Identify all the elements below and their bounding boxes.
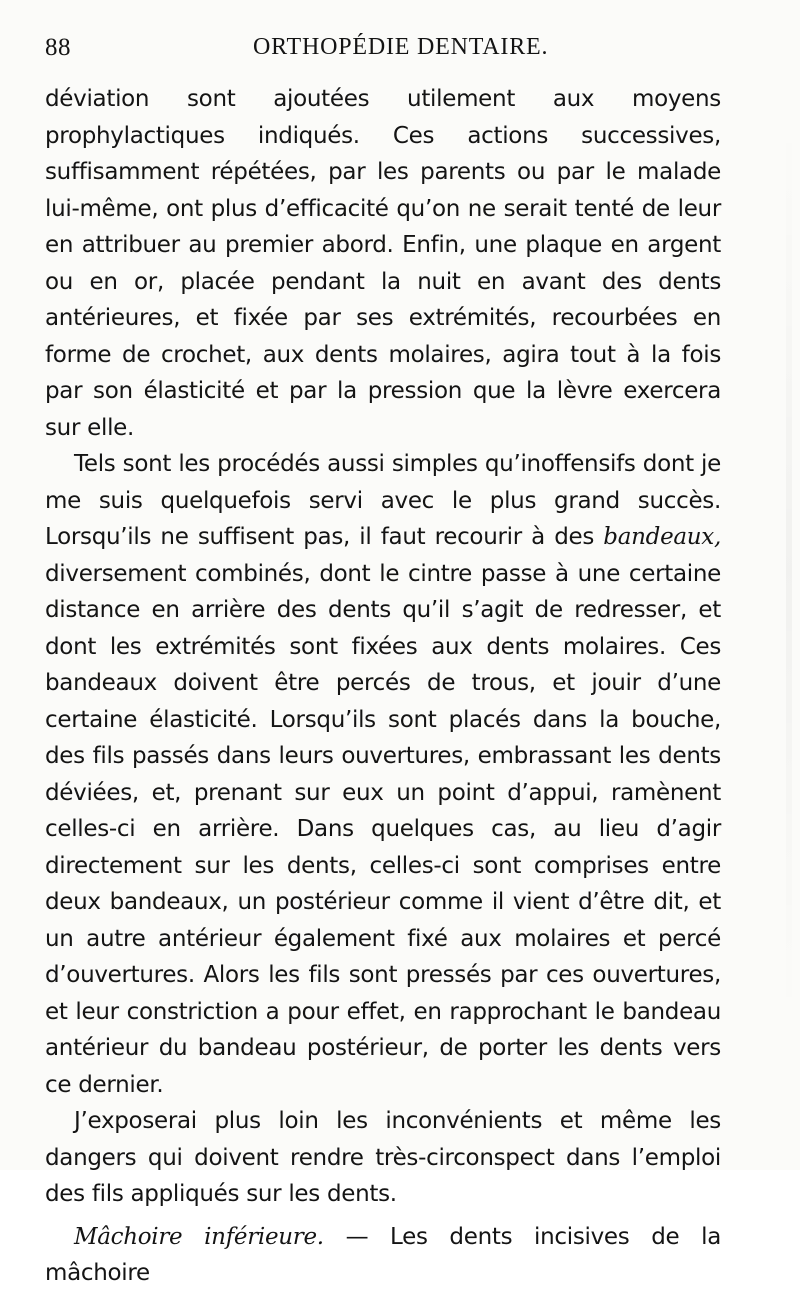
paragraph-4-text: — Les dents incisives de la mâchoire (45, 1223, 721, 1286)
section-heading: Mâchoire inférieure. (74, 1223, 324, 1250)
paragraph-4 (45, 1219, 721, 1292)
body-text (45, 81, 721, 1292)
page-number: 88 (45, 34, 71, 61)
page-edge-shadow (786, 120, 792, 1020)
paragraph-2-text-start: Tels sont les procédés aussi simples qu’inoffensifs dont je me suis quelquefois servi avec le plus grand succès. Lorsqu’ils ne suffisent pas, il faut recourir à des (45, 451, 721, 550)
paragraph-2-emphasis: bandeaux, (603, 524, 721, 550)
paragraph-2-text-end: diversement combinés, dont le cintre passe à une certaine distance en arrière des dents qu’il s’agit de redresser, et dont les extrémités sont fixées aux dents molaires. Ces bandeaux doivent être percés de trous, et jouir d’une certaine élasticité. Lorsqu’ils sont placés dans la bouche, des fils passés dans leurs ouvertures, embrassant les dents déviées, et, prenant sur eux un point d’appui, ramènent celles-ci en arrière. Dans quelques cas, au lieu d’agir directement sur les dents, celles-ci sont comprises entre deux bandeaux, un postérieur comme il vient d’être dit, et un autre antérieur également fixé aux molaires et percé d’ouvertures. Alors les fils sont pressés par ces ouvertures, et leur constriction a pour effet, en rapprochant le bandeau antérieur du bandeau postérieur, de porter les dents vers ce dernier. (45, 560, 721, 1098)
paragraph-2 (45, 446, 721, 1103)
running-title: ORTHOPÉDIE DENTAIRE. (253, 34, 549, 60)
page-header (45, 34, 725, 68)
paragraph-1: déviation sont ajoutées utilement aux moyens prophylactiques indiqués. Ces actions successives, suffisamment répétées, par les parents ou par le malade lui-même, ont plus d’efficacité qu’on ne serait tenté de leur en attribuer au premier abord. Enfin, une plaque en argent ou en or, placée pendant la nuit en avant des dents antérieures, et fixée par ses extrémités, recourbées en forme de crochet, aux dents molaires, agira tout à la fois par son élasticité et par la pression que la lèvre exercera sur elle. (45, 86, 721, 441)
paragraph-3: J’exposerai plus loin les inconvénients et même les dangers qui doivent rendre très-circonspect dans l’emploi des fils appliqués sur les dents. (45, 1108, 721, 1207)
